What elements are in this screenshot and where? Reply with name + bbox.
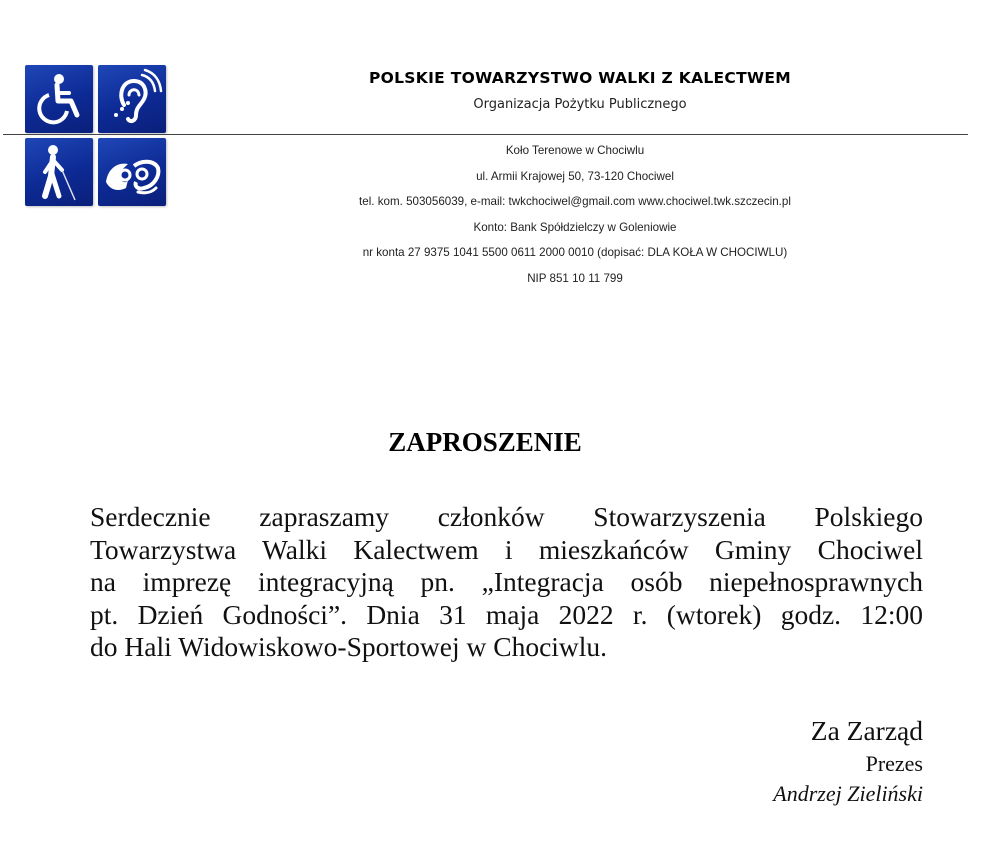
- body-line: Towarzystwa Walki Kalectwem i mieszkańców Gminy Chociwel: [90, 533, 923, 565]
- header-divider: [3, 134, 968, 135]
- invitation-body: [90, 501, 923, 664]
- body-line: na imprezę integracyjną pn. „Integracja osób niepełnosprawnych: [90, 566, 923, 597]
- signature-name: Andrzej Zieliński: [773, 781, 923, 806]
- account-number: nr konta 27 9375 1041 5500 0611 2000 0010 (dopisać: DLA KOŁA W CHOCIWLU): [362, 246, 788, 259]
- signature-on-behalf: Za Zarząd: [810, 715, 923, 746]
- phone-email-web: tel. kom. 503056039, e-mail: twkchociwel@gmail.com www.chociwel.twk.szczecin.pl: [359, 195, 791, 208]
- document-title: ZAPROSZENIE: [388, 427, 582, 457]
- body-line: pt. Dzień Godności”. Dnia 31 maja 2022 r. (wtorek) godz. 12:00: [90, 598, 923, 630]
- contact-block: [0, 143, 1000, 296]
- organization-subtitle: Organizacja Pożytku Publicznego: [473, 97, 687, 112]
- address: ul. Armii Krajowej 50, 73-120 Chociwel: [476, 169, 674, 183]
- signature-block: [773, 713, 923, 809]
- body-line: Serdecznie zapraszamy członków Stowarzyszenia Polskiego: [90, 501, 923, 532]
- body-line: do Hali Widowiskowo-Sportowej w Chociwlu.: [90, 631, 608, 662]
- signature-role: Prezes: [865, 751, 923, 776]
- organization-name: POLSKIE TOWARZYSTWO WALKI Z KALECTWEM: [368, 69, 791, 87]
- bank-name: Konto: Bank Spółdzielczy w Goleniowie: [473, 220, 677, 234]
- branch-name: Koło Terenowe w Chociwlu: [505, 144, 645, 157]
- tax-id: NIP 851 10 11 799: [527, 271, 623, 285]
